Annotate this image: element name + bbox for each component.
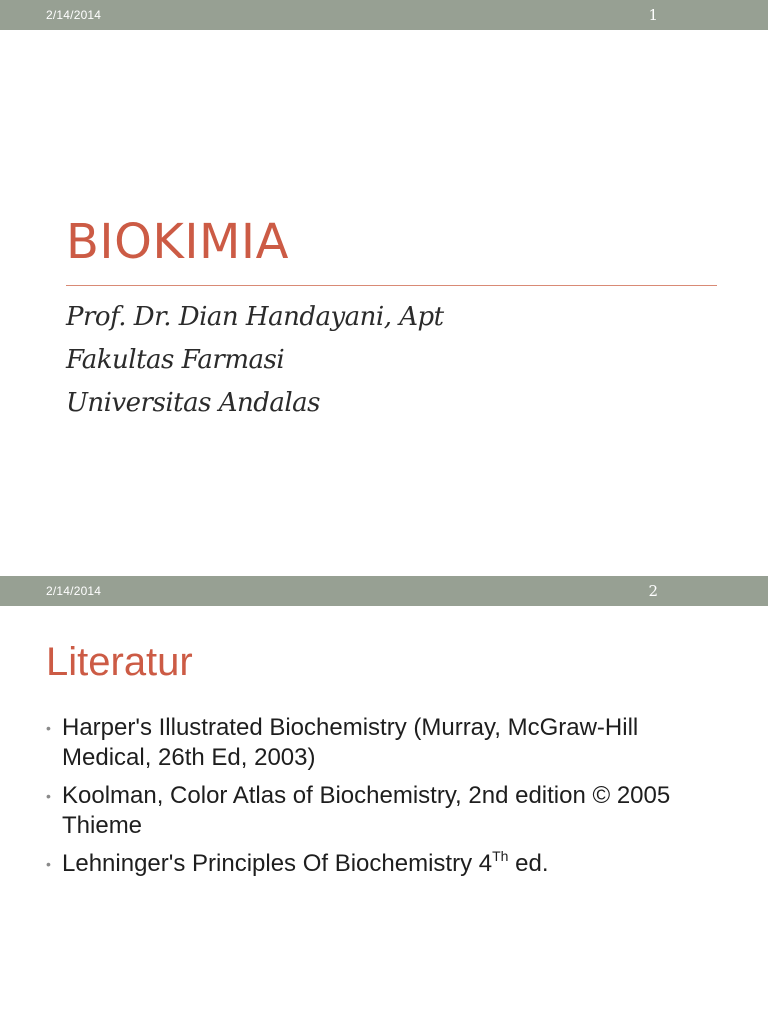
reference-text: Lehninger's Principles Of Biochemistry 4	[62, 850, 493, 877]
bullet-icon: •	[46, 788, 51, 804]
slide-number: 2	[648, 582, 658, 600]
title-divider	[66, 285, 717, 286]
slide-number: 1	[648, 6, 658, 24]
subtitle-list	[66, 296, 444, 425]
bullet-icon: •	[46, 720, 51, 736]
slide-date: 2/14/2014	[46, 8, 102, 22]
reference-text: Koolman, Color Atlas of Biochemistry, 2nd edition © 2005 Thieme	[62, 782, 671, 839]
reference-list	[46, 713, 726, 887]
superscript-text: Th	[492, 848, 509, 864]
slide-header	[0, 0, 768, 30]
subtitle-university: Universitas Andalas	[66, 388, 321, 418]
slide-title: Literatur	[46, 640, 193, 684]
slide-header	[0, 576, 768, 606]
list-item	[46, 849, 726, 879]
subtitle-faculty: Fakultas Farmasi	[66, 345, 285, 375]
slide-title: BIOKIMIA	[66, 214, 289, 270]
slide-date: 2/14/2014	[46, 584, 102, 598]
bullet-icon: •	[46, 856, 51, 872]
reference-text: Harper's Illustrated Biochemistry (Murray, McGraw-Hill Medical, 26th Ed, 2003)	[62, 714, 639, 771]
reference-text-suffix: ed.	[508, 850, 549, 877]
list-item	[46, 781, 726, 841]
list-item	[46, 713, 726, 773]
subtitle-author: Prof. Dr. Dian Handayani, Apt	[66, 302, 444, 332]
